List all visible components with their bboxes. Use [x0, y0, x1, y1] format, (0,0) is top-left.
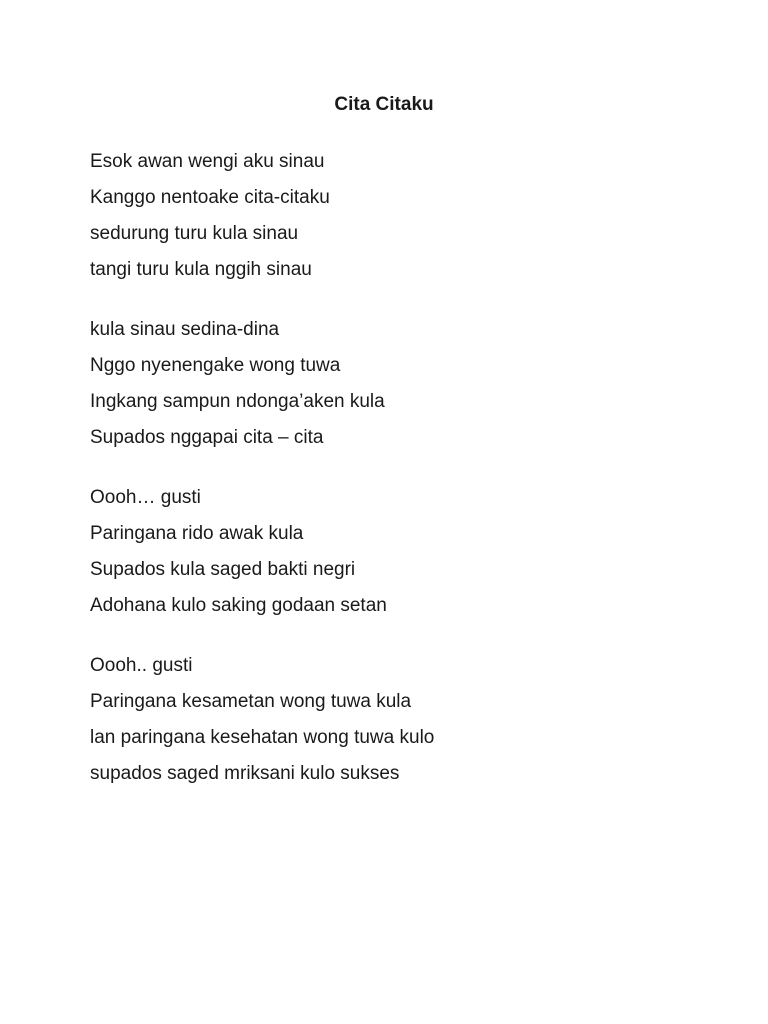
poem-line: lan paringana kesehatan wong tuwa kulo	[90, 727, 435, 748]
poem-line: Ingkang sampun ndonga’aken kula	[90, 391, 385, 412]
stanza-2	[90, 312, 690, 456]
poem-line: Oooh.. gusti	[90, 655, 193, 676]
poem-line: Adohana kulo saking godaan setan	[90, 595, 387, 616]
poem-line: kula sinau sedina-dina	[90, 319, 280, 340]
poem-line: Paringana rido awak kula	[90, 523, 304, 544]
stanza-4	[90, 648, 690, 792]
poem-line: Supados kula saged bakti negri	[90, 559, 356, 580]
stanza-1	[90, 144, 690, 288]
poem-line: Oooh… gusti	[90, 487, 201, 508]
poem-title: Cita Citaku	[334, 94, 434, 115]
poem-line: Nggo nyenengake wong tuwa	[90, 355, 341, 376]
stanza-3	[90, 480, 690, 624]
poem-line: tangi turu kula nggih sinau	[90, 259, 312, 280]
poem-line: supados saged mriksani kulo sukses	[90, 763, 400, 784]
poem-line: sedurung turu kula sinau	[90, 223, 299, 244]
poem-body	[90, 144, 690, 816]
poem-line: Paringana kesametan wong tuwa kula	[90, 691, 412, 712]
poem-line: Kanggo nentoake cita-citaku	[90, 187, 330, 208]
poem-line: Supados nggapai cita – cita	[90, 427, 324, 448]
poem-line: Esok awan wengi aku sinau	[90, 151, 325, 172]
